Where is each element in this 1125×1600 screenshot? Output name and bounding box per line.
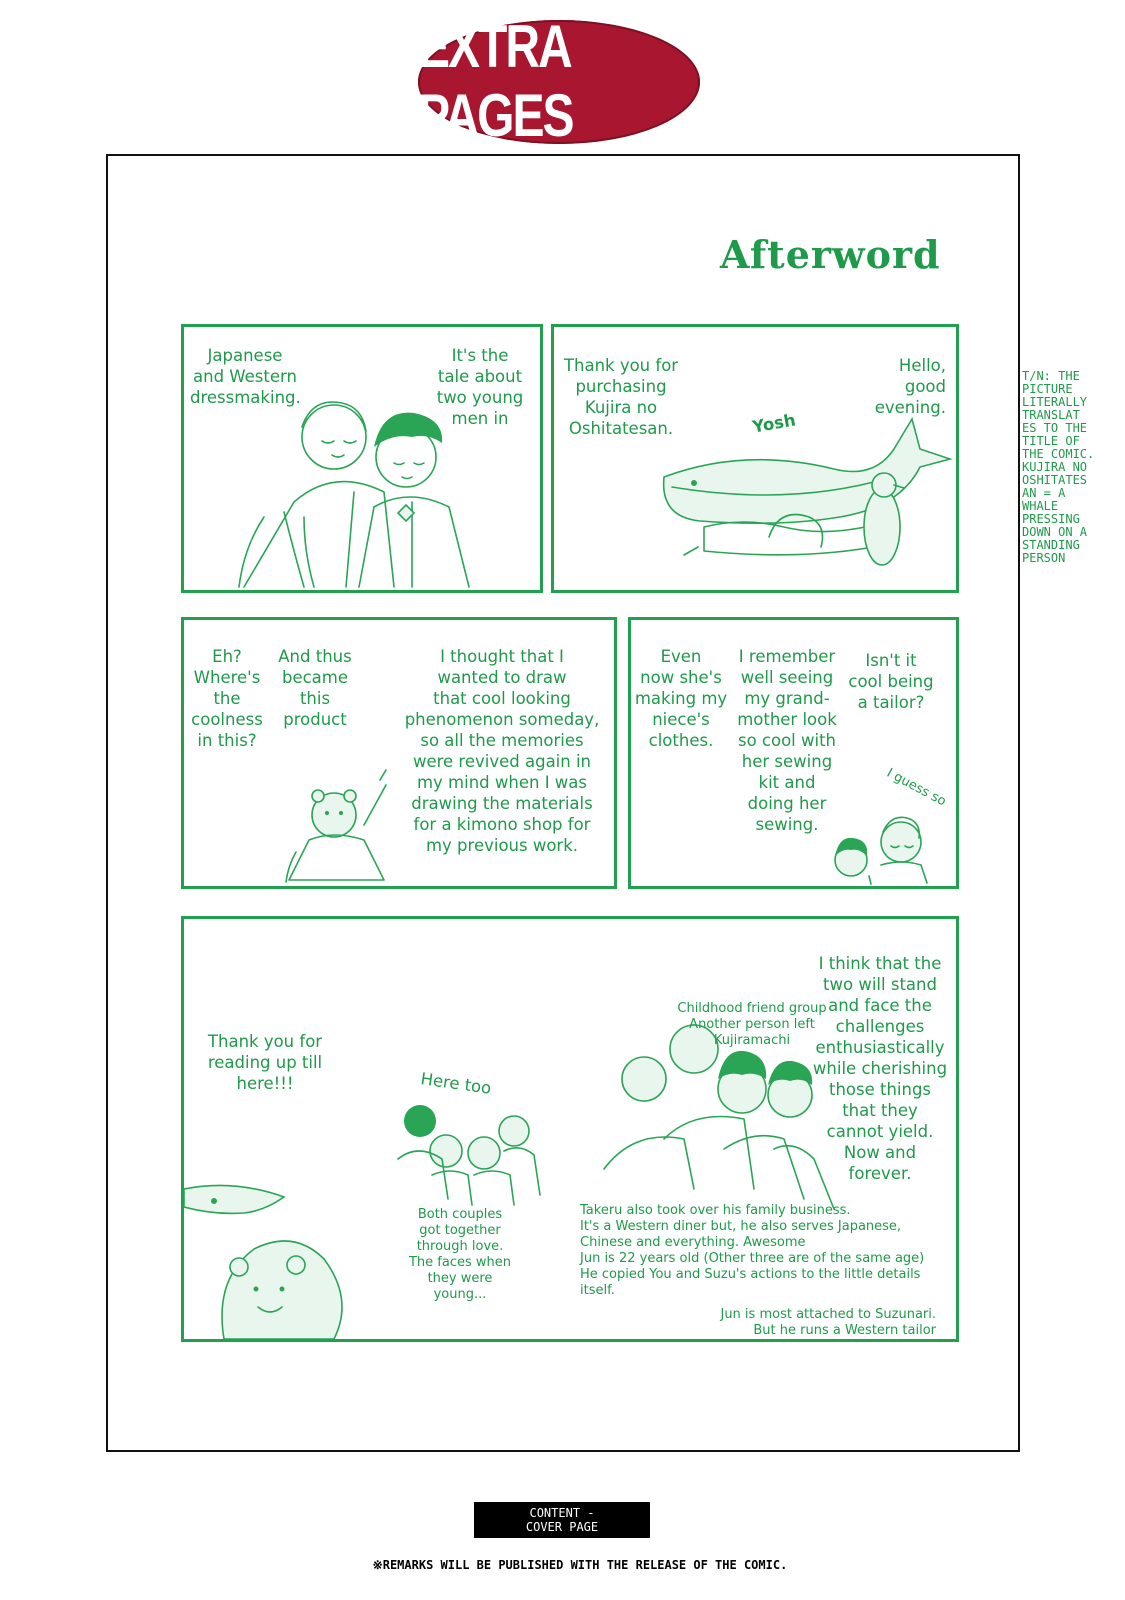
panel-4-text-tailor: Isn't it cool being a tailor?	[848, 651, 934, 712]
release-remark: ※REMARKS WILL BE PUBLISHED WITH THE RELEASE OF THE COMIC.	[372, 1558, 788, 1572]
panel-1	[181, 324, 543, 593]
panel-5-jun-note: Jun is most attached to Suzunari. But he runs a Western tailor	[720, 1307, 936, 1338]
panel-3-text-eh: Eh? Where's the coolness in this?	[191, 647, 263, 750]
content-cover-page-label: CONTENT - COVER PAGE	[474, 1502, 650, 1538]
panel-4-sfx-i-guess-so: I guess so	[884, 765, 949, 810]
panel-2-left-text: Thank you for purchasing Kujira no Oshitatesan.	[563, 356, 679, 438]
panel-3-text-thus: And thus became this product	[278, 647, 352, 729]
panel-4-text-grandmother: I remember well seeing my grand- mother look so cool with her sewing kit and doing her sewing.	[737, 647, 837, 834]
panel-5-thanks-text: Thank you for reading up till here!!!	[207, 1032, 323, 1093]
panel-2	[551, 324, 959, 593]
panel-5-couples-note: Both couples got together through love. The faces when they were young...	[408, 1207, 511, 1302]
afterword-title: Afterword	[720, 232, 941, 277]
panel-5-group-note: Childhood friend group Another person left Kujiramachi	[677, 1001, 827, 1048]
panel-3-text-memories: I thought that I wanted to draw that cool looking phenomenon someday, so all the memories were revived again in my mind when I was drawing the materials for a kimono shop for my previous work.	[404, 647, 600, 855]
panel-3	[181, 617, 617, 889]
panel-1-left-text: Japanese and Western dressmaking.	[190, 346, 301, 407]
translator-note: T/N: THE PICTURE LITERALLY TRANSLAT ES TO THE TITLE OF THE COMIC. KUJIRA NO OSHITATES AN = A WHALE PRESSING DOWN ON A STANDING PERSON	[1022, 369, 1095, 565]
panel-2-right-text: Hello, good evening.	[874, 356, 946, 417]
panel-5-takeru-note: Takeru also took over his family business. It's a Western diner but, he also serves Japanese, Chinese and everything. Awesome Jun is 22 years old (Other three are of the same age) He copied You and Suzu's actions to the little details itself.	[580, 1203, 925, 1298]
panel-4	[628, 617, 959, 889]
banner-title: EXTRA PAGES	[418, 14, 573, 150]
panel-5	[181, 916, 959, 1342]
panel-1-right-text: It's the tale about two young men in	[436, 346, 524, 428]
extra-pages-banner	[418, 14, 700, 150]
panel-4-text-niece: Even now she's making my niece's clothes.	[634, 647, 728, 750]
panel-5-main-text: I think that the two will stand and face the challenges enthusiastically while cherishing those things that they cannot yield. Now and forever.	[812, 954, 948, 1183]
panel-5-here-too: Here too	[419, 1069, 493, 1098]
panel-2-sfx-yosh: Yosh	[751, 410, 797, 437]
